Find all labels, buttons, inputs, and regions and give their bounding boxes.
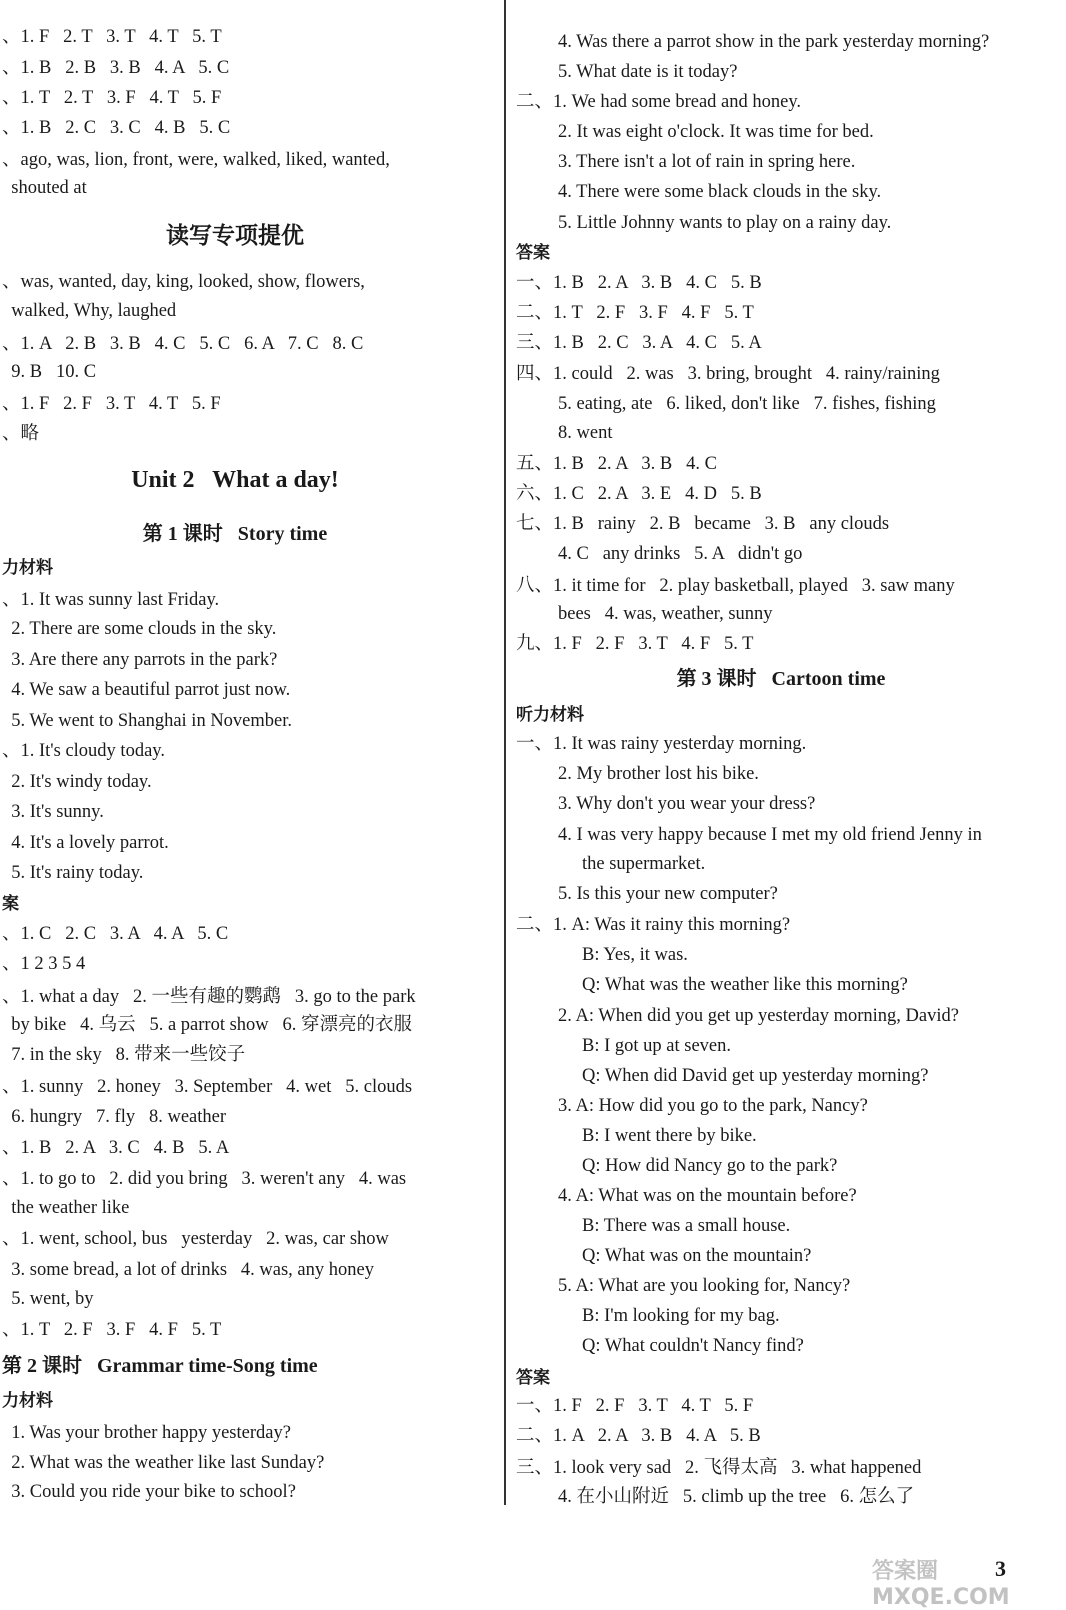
- left-line-11: 、1. F 2. F 3. T 4. T 5. F: [2, 394, 221, 414]
- left-line-8: walked, Why, laughed: [2, 301, 177, 321]
- left-line-23: 3. It's sunny.: [2, 802, 104, 822]
- right-line-36: B: I went there by bike.: [582, 1126, 757, 1146]
- right-line-32: 2. A: When did you get up yesterday morning, David?: [558, 1006, 959, 1026]
- right-line-34: Q: When did David get up yesterday morning?: [582, 1066, 929, 1086]
- right-line-1: 5. What date is it today?: [558, 62, 738, 82]
- left-line-30: by bike 4. 乌云 5. a parrot show 6. 穿漂亮的衣服: [2, 1015, 413, 1035]
- right-line-37: Q: How did Nancy go to the park?: [582, 1156, 838, 1176]
- right-line-2: 二、1. We had some bread and honey.: [516, 92, 802, 112]
- right-line-13: 8. went: [558, 423, 613, 443]
- left-line-41: 第 2 课时 Grammar time-Song time: [2, 1355, 318, 1377]
- left-line-17: 2. There are some clouds in the sky.: [2, 619, 277, 639]
- right-line-27: the supermarket.: [582, 854, 706, 874]
- watermark-logo: 答案圈 MXQE.COM: [872, 1559, 1010, 1610]
- right-line-21: 第 3 课时 Cartoon time: [676, 668, 886, 690]
- right-line-48: 4. 在小山附近 5. climb up the tree 6. 怎么了: [558, 1487, 915, 1507]
- right-line-19: bees 4. was, weather, sunny: [558, 604, 773, 624]
- right-line-28: 5. Is this your new computer?: [558, 884, 778, 904]
- right-line-0: 4. Was there a parrot show in the park yesterday morning?: [558, 32, 990, 52]
- left-line-22: 2. It's windy today.: [2, 772, 152, 792]
- right-line-14: 五、1. B 2. A 3. B 4. C: [516, 454, 717, 474]
- column-divider: [504, 0, 506, 1505]
- left-line-33: 6. hungry 7. fly 8. weather: [2, 1107, 227, 1127]
- left-line-39: 5. went, by: [2, 1289, 94, 1309]
- right-line-9: 二、1. T 2. F 3. F 4. F 5. T: [516, 303, 754, 323]
- right-line-8: 一、1. B 2. A 3. B 4. C 5. B: [516, 273, 762, 293]
- left-line-35: 、1. to go to 2. did you bring 3. weren't any 4. was: [2, 1169, 407, 1189]
- left-line-21: 、1. It's cloudy today.: [2, 741, 165, 761]
- right-line-38: 4. A: What was on the mountain before?: [558, 1186, 857, 1206]
- left-line-13: Unit 2 What a day!: [131, 467, 339, 493]
- right-line-43: Q: What couldn't Nancy find?: [582, 1336, 804, 1356]
- right-line-39: B: There was a small house.: [582, 1216, 791, 1236]
- right-line-20: 九、1. F 2. F 3. T 4. F 5. T: [516, 634, 754, 654]
- right-line-41: 5. A: What are you looking for, Nancy?: [558, 1276, 851, 1296]
- left-line-36: the weather like: [2, 1198, 130, 1218]
- left-line-4: 、ago, was, lion, front, were, walked, liked, wanted,: [2, 150, 390, 170]
- right-line-26: 4. I was very happy because I met my old friend Jenny in: [558, 825, 982, 845]
- right-line-47: 三、1. look very sad 2. 飞得太高 3. what happened: [516, 1458, 922, 1478]
- left-line-19: 4. We saw a beautiful parrot just now.: [2, 680, 291, 700]
- right-line-35: 3. A: How did you go to the park, Nancy?: [558, 1096, 868, 1116]
- left-line-16: 、1. It was sunny last Friday.: [2, 590, 220, 610]
- left-line-0: 、1. F 2. T 3. T 4. T 5. T: [2, 27, 222, 47]
- right-line-45: 一、1. F 2. F 3. T 4. T 5. F: [516, 1396, 754, 1416]
- right-line-23: 一、1. It was rainy yesterday morning.: [516, 734, 807, 754]
- left-line-43: 1. Was your brother happy yesterday?: [2, 1423, 291, 1443]
- right-line-44: 答案: [516, 1368, 550, 1388]
- left-line-9: 、1. A 2. B 3. B 4. C 5. C 6. A 7. C 8. C: [2, 334, 364, 354]
- page-number: 3: [995, 1556, 1006, 1581]
- right-line-11: 四、1. could 2. was 3. bring, brought 4. rainy/raining: [516, 364, 940, 384]
- right-line-30: B: Yes, it was.: [582, 945, 688, 965]
- right-line-15: 六、1. C 2. A 3. E 4. D 5. B: [516, 484, 762, 504]
- right-line-12: 5. eating, ate 6. liked, don't like 7. fishes, fishing: [558, 394, 936, 414]
- right-line-3: 2. It was eight o'clock. It was time for bed.: [558, 122, 874, 142]
- left-line-12: 、略: [2, 424, 40, 444]
- left-line-45: 3. Could you ride your bike to school?: [2, 1482, 296, 1502]
- left-line-29: 、1. what a day 2. 一些有趣的鹦鹉 3. go to the park: [2, 987, 416, 1007]
- right-line-46: 二、1. A 2. A 3. B 4. A 5. B: [516, 1426, 761, 1446]
- left-line-20: 5. We went to Shanghai in November.: [2, 711, 293, 731]
- left-line-6: 读写专项提优: [166, 223, 304, 249]
- left-line-15: 力材料: [2, 558, 53, 578]
- left-line-25: 5. It's rainy today.: [2, 863, 144, 883]
- left-line-3: 、1. B 2. C 3. C 4. B 5. C: [2, 118, 231, 138]
- left-line-14: 第 1 课时 Story time: [142, 523, 328, 545]
- left-line-10: 9. B 10. C: [2, 362, 97, 382]
- right-line-7: 答案: [516, 243, 550, 263]
- left-line-7: 、was, wanted, day, king, looked, show, flowers,: [2, 272, 365, 292]
- right-line-18: 八、1. it time for 2. play basketball, played 3. saw many: [516, 576, 955, 596]
- left-line-28: 、1 2 3 5 4: [2, 954, 86, 974]
- right-line-22: 听力材料: [516, 705, 584, 725]
- left-line-32: 、1. sunny 2. honey 3. September 4. wet 5. clouds: [2, 1077, 413, 1097]
- left-line-2: 、1. T 2. T 3. F 4. T 5. F: [2, 88, 222, 108]
- left-line-27: 、1. C 2. C 3. A 4. A 5. C: [2, 924, 229, 944]
- right-line-29: 二、1. A: Was it rainy this morning?: [516, 915, 791, 935]
- right-line-40: Q: What was on the mountain?: [582, 1246, 812, 1266]
- left-line-37: 、1. went, school, bus yesterday 2. was, car show: [2, 1229, 389, 1249]
- right-line-33: B: I got up at seven.: [582, 1036, 732, 1056]
- right-line-10: 三、1. B 2. C 3. A 4. C 5. A: [516, 333, 762, 353]
- left-line-1: 、1. B 2. B 3. B 4. A 5. C: [2, 58, 230, 78]
- left-line-24: 4. It's a lovely parrot.: [2, 833, 169, 853]
- left-line-42: 力材料: [2, 1391, 53, 1411]
- right-line-42: B: I'm looking for my bag.: [582, 1306, 780, 1326]
- left-line-34: 、1. B 2. A 3. C 4. B 5. A: [2, 1138, 230, 1158]
- left-line-31: 7. in the sky 8. 带来一些饺子: [2, 1045, 246, 1065]
- left-line-26: 案: [2, 894, 19, 914]
- right-line-5: 4. There were some black clouds in the sky.: [558, 182, 882, 202]
- left-line-44: 2. What was the weather like last Sunday?: [2, 1453, 325, 1473]
- right-line-16: 七、1. B rainy 2. B became 3. B any clouds: [516, 514, 890, 534]
- right-line-25: 3. Why don't you wear your dress?: [558, 794, 816, 814]
- right-line-24: 2. My brother lost his bike.: [558, 764, 759, 784]
- right-line-4: 3. There isn't a lot of rain in spring here.: [558, 152, 856, 172]
- right-line-17: 4. C any drinks 5. A didn't go: [558, 544, 803, 564]
- right-line-31: Q: What was the weather like this morning?: [582, 975, 908, 995]
- left-line-38: 3. some bread, a lot of drinks 4. was, any honey: [2, 1260, 374, 1280]
- right-line-6: 5. Little Johnny wants to play on a rainy day.: [558, 213, 892, 233]
- left-line-40: 、1. T 2. F 3. F 4. F 5. T: [2, 1320, 222, 1340]
- left-line-18: 3. Are there any parrots in the park?: [2, 650, 278, 670]
- left-line-5: shouted at: [2, 178, 87, 198]
